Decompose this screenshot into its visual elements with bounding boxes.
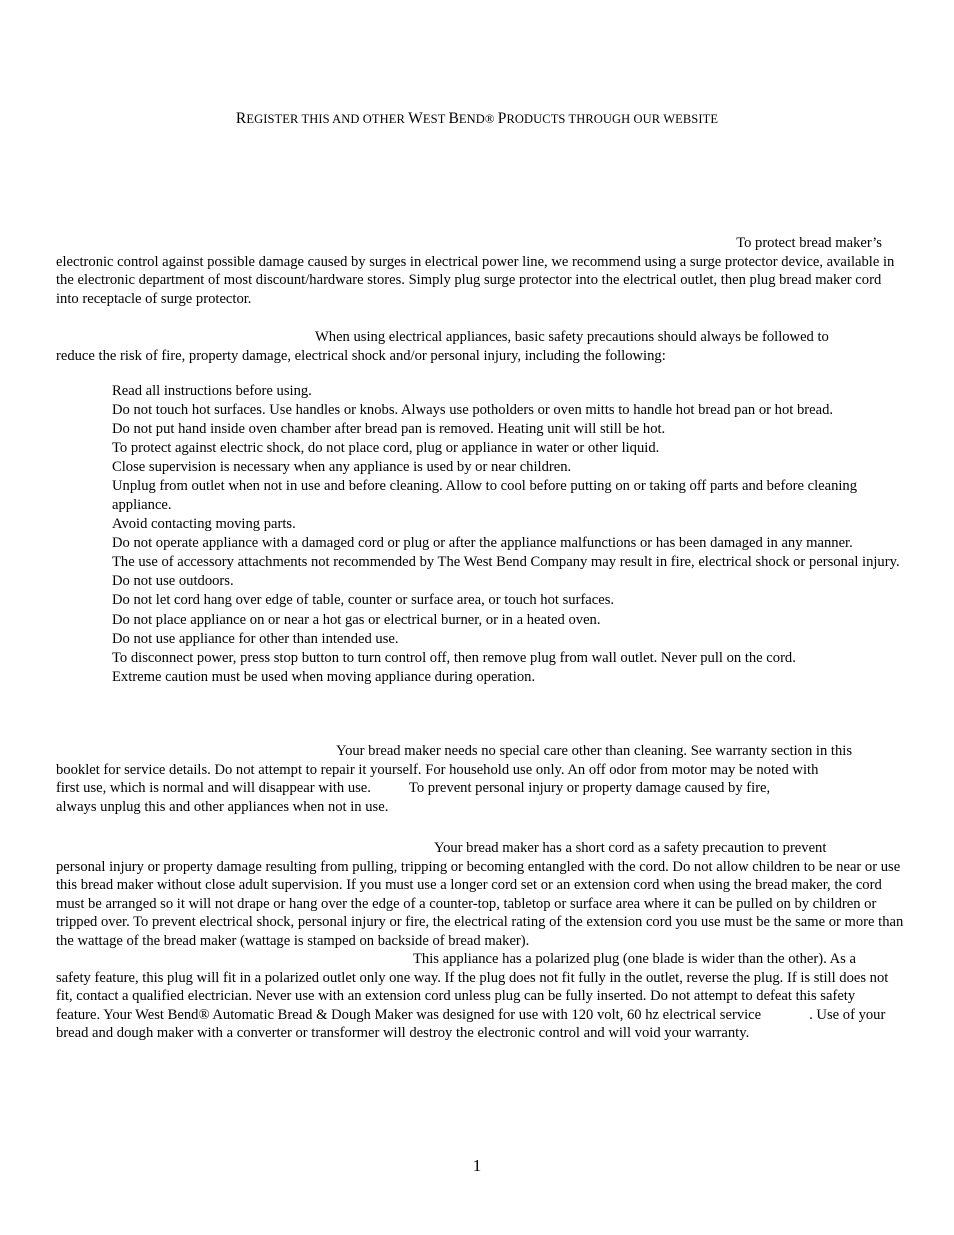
heading-part: EST xyxy=(422,112,449,126)
plug-lead: This appliance has a polarized plug (one blade is wider than the other). As a xyxy=(413,951,856,967)
plug-text-2a: service xyxy=(719,1006,762,1023)
care-paragraph xyxy=(56,742,906,816)
heading-part: W xyxy=(408,110,423,127)
safety-list-item: Do not use outdoors. xyxy=(112,573,234,590)
safety-list-item: Do not let cord hang over edge of table, counter or surface area, or touch hot surfaces. xyxy=(112,592,615,609)
safety-list-item: Do not use appliance for other than intended use. xyxy=(112,630,399,647)
cord-paragraph xyxy=(56,839,906,950)
safety-lead: When using electrical appliances, basic safety precautions should always be followed to xyxy=(315,329,829,345)
safety-list-item: Read all instructions before using. xyxy=(112,383,312,399)
safety-list-item: Avoid contacting moving parts. xyxy=(112,516,296,533)
safety-list-item: Close supervision is necessary when any appliance is used by or near children. xyxy=(112,459,572,476)
surge-text: electronic control against possible damage caused by surges in electrical power line, we recommend using a surge protector device, available in the electronic department of most discount/hardware stores. Simply plug surge protector into the electrical outlet, then plug bread maker cord into receptacle of surge protector. xyxy=(56,253,895,307)
heading-part: R xyxy=(235,110,247,127)
safety-list-item: To protect against electric shock, do not place cord, plug or appliance in water or other liquid. xyxy=(112,440,660,457)
heading-part: END® xyxy=(458,112,498,126)
care-line-3b: To prevent personal injury or property damage caused by fire, xyxy=(408,780,771,796)
plug-paragraph xyxy=(56,950,902,1043)
heading-part: B xyxy=(448,110,459,127)
heading-part: P xyxy=(497,110,507,127)
care-lead: Your bread maker needs no special care other than cleaning. See warranty section in this xyxy=(336,743,853,759)
plug-text-1: safety feature, this plug will fit in a polarized outlet only one way. If the plug does not fit fully in the outlet, reverse the plug. If is still does not fit, contact a qualified electrician. Never use with an extension cord unless plug can be fully inserted. Do not attempt to defeat this safety feature. Your West Bend® Automatic Bread & Dough Maker was designed for use with 120 volt, 60 hz electrical xyxy=(56,969,889,1023)
page-number: 1 xyxy=(472,1156,482,1175)
safety-list-item: Do not touch hot surfaces. Use handles or knobs. Always use potholders or oven mitts to handle hot bread pan or hot bread. xyxy=(112,402,834,419)
safety-list-item: Extreme caution must be used when moving appliance during operation. xyxy=(112,668,536,685)
care-line-3a: first use, which is normal and will disappear with use. xyxy=(56,780,371,796)
care-line-4: always unplug this and other appliances when not in use. xyxy=(56,798,389,815)
safety-list-item: The use of accessory attachments not recommended by The West Bend Company may result in fire, electrical shock or personal injury. xyxy=(112,554,900,571)
heading-part: RODUCTS THROUGH OUR WEBSITE xyxy=(506,112,719,126)
page-heading xyxy=(0,110,954,128)
heading-part: EGISTER THIS AND OTHER xyxy=(246,112,409,126)
cord-text: personal injury or property damage resulting from pulling, tripping or becoming entangled with the cord. Do not allow children to be near or use this bread maker without close adult supervision. If you must use a longer cord set or an extension cord when using the bread maker, the cord must be arranged so it will not drape or hang over the edge of a counter-top, tabletop or surface area where it can be pulled on by children or tripped over. To prevent electrical shock, personal injury or fire, the electrical rating of the extension cord you use must be the same or more than the wattage of the bread maker (wattage is stamped on backside of bread maker). xyxy=(56,858,904,949)
safety-list-item: To disconnect power, press stop button to turn control off, then remove plug from wall outlet. Never pull on the cord. xyxy=(112,649,796,666)
safety-list xyxy=(112,382,912,687)
safety-list-item: Unplug from outlet when not in use and before cleaning. Allow to cool before putting on or taking off parts and before cleaning appliance. xyxy=(112,478,858,513)
surge-protector-paragraph xyxy=(56,234,906,308)
safety-list-item: Do not place appliance on or near a hot gas or electrical burner, or in a heated oven. xyxy=(112,611,601,628)
safety-text: reduce the risk of fire, property damage, electrical shock and/or personal injury, including the following: xyxy=(56,347,666,364)
surge-lead: To protect bread maker’s xyxy=(736,235,882,251)
plug-text-2b: . Use of your bread and dough maker with a converter or transformer will destroy the electronic control and will void your warranty. xyxy=(56,1006,886,1041)
safety-list-item: Do not operate appliance with a damaged cord or plug or after the appliance malfunctions or has been damaged in any manner. xyxy=(112,535,853,552)
safety-list-item: Do not put hand inside oven chamber after bread pan is removed. Heating unit will still be hot. xyxy=(112,421,666,438)
safety-intro-paragraph xyxy=(56,328,906,365)
cord-lead: Your bread maker has a short cord as a safety precaution to prevent xyxy=(434,840,827,856)
care-line-2: booklet for service details. Do not attempt to repair it yourself. For household use only. An off odor from motor may be noted with xyxy=(56,761,819,778)
